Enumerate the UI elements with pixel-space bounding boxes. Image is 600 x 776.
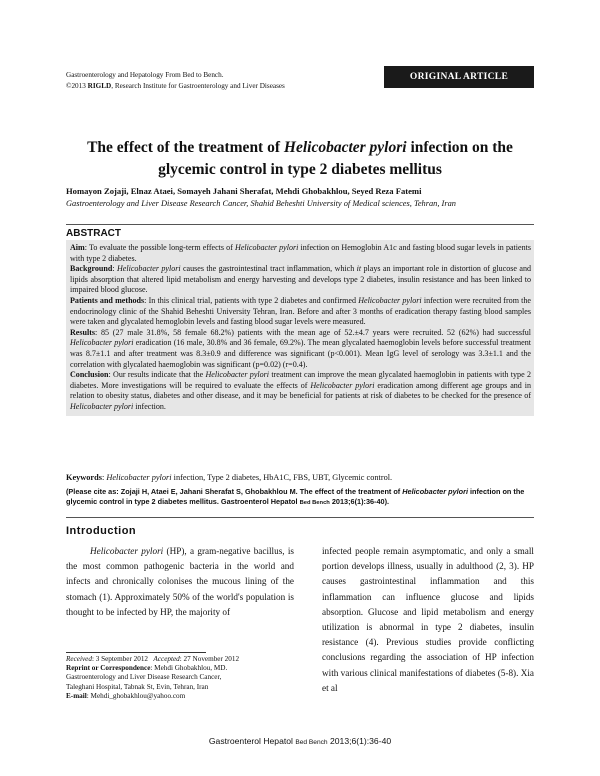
divider: [66, 224, 534, 225]
keywords: Keywords: Helicobacter pylori infection, Type 2 diabetes, HbA1C, FBS, UBT, Glycemic control.: [66, 473, 393, 482]
abstract-heading: ABSTRACT: [66, 228, 121, 239]
body-column-left: Helicobacter pylori (HP), a gram-negative bacillus, is the most common pathogenic bacteria in the world and infects and chronically colonises the mucous lining of the stomach (1). Approximately 50% of the world's population is thought to be infected by HP, the majority of: [66, 546, 294, 617]
abstract-results: Results: 85 (27 male 31.8%, 58 female 68.2%) patients with the mean age of 52.±4.7 years were recruited. 52 (62%) had successful Helicobacter pylori eradication (16 male, 30.8% and 36 female, 69.2%). The mean glycalated haemoglobin levels before successful treatment was 8.7±1.1 and after treatment was 8.3±0.9 and difference was significant (p<0.001). Mean IgG level of serology was 3.3±1.1 and the correlation with glycalated haemoglobin was significant (p=0.02) (r=0.4).: [70, 327, 531, 369]
body-column-right: infected people remain asymptomatic, and only a small portion develops illness, usually in adulthood (2, 3). HP causes gastrointestinal inflammation and this inflammation can influence glucose and lipids absorption. Glucose and lipid metabolism and energy utilization is abnormal in type 2 diabetes, insulin resistance (4). Previous studies provide conflicting conclusions regarding the association of HP infection with various clinical manifestations of diabetes (5-8). Xia et al: [322, 546, 534, 693]
abstract-conclusion: Conclusion: Our results indicate that the Helicobacter pylori treatment can improve the mean glycalated haemoglobin in patients with type 2 diabetes. More investigations will be required to evaluate the effects of Helicobacter pylori eradication among different age groups and in relation to obesity status, diabetes and other disease, and it may be beneficial for patients at risk of diabetes to be checked for the presence of Helicobacter pylori infection.: [70, 370, 532, 411]
affiliation: Gastroenterology and Liver Disease Research Cancer, Shahid Beheshti University of Medical sciences, Tehran, Iran: [66, 199, 456, 208]
footnote-address-1: Gastroenterology and Liver Disease Research Cancer,: [66, 673, 222, 682]
paper-title: The effect of the treatment of Helicobacter pylori infection on the glycemic control in type 2 diabetes mellitus: [87, 139, 513, 178]
abstract-box: [66, 240, 534, 416]
footnote-dates: Received: 3 September 2012 Accepted: 27 November 2012: [66, 655, 240, 663]
page-footer: Gastroenterol Hepatol Bed Bench 2013;6(1):36-40: [208, 736, 392, 746]
footnote: [66, 655, 296, 701]
abstract-methods: Patients and methods: In this clinical trial, patients with type 2 diabetes and confirmed Helicobacter pylori infection were recruited from the endocrinology clinic of the Shahid Beheshti University Tehran, Iran. Before and after 3 months of eradication therapy fasting blood samples were taken and glycalated hemoglobin levels and fasting blood sugar levels were measured.: [70, 295, 531, 327]
article-type-badge: ORIGINAL ARTICLE: [384, 66, 534, 88]
author-list: Homayon Zojaji, Elnaz Ataei, Somayeh Jahani Sherafat, Mehdi Ghobakhlou, Seyed Reza Fatemi: [66, 186, 422, 196]
footnote-correspondence: Reprint or Correspondence: Mehdi Ghobakhlou, MD.: [66, 664, 228, 673]
footnote-rule: [66, 652, 206, 653]
section-heading-introduction: Introduction: [66, 525, 137, 537]
citation: (Please cite as: Zojaji H, Ataei E, Jahani Sherafat S, Ghobakhlou M. The effect of the treatment of Helicobacter pylori infection on the glycemic control in type 2 diabetes mellitus. Gastroenterol Hepatol Bed Bench 2013;6(1):36-40).: [66, 487, 525, 506]
divider: [66, 517, 534, 518]
journal-header: [66, 70, 285, 92]
footnote-address-2: Taleghani Hospital, Tabnak St, Evin, Tehran, Iran: [66, 682, 209, 691]
abstract-aim: Aim: To evaluate the possible long-term effects of Helicobacter pylori infection on Hemoglobin A1c and fasting blood sugar levels in patients with type 2 diabetes.: [70, 243, 531, 263]
footnote-email: E-mail: Mehdi_ghobakhlou@yahoo.com: [66, 691, 186, 700]
journal-name: Gastroenterology and Hepatology From Bed to Bench.: [66, 71, 224, 79]
abstract-background: Background: Helicobacter pylori causes the gastrointestinal tract inflammation, which it plays an important role in distortion of glucose and lipids absorption that altered lipid metabolism and energy harvesting and develops type 2 diabetes, insulin resistance and has been linked to impaired blood glucose.: [70, 264, 532, 295]
copyright-line: ©2013 RIGLD, Research Institute for Gastroenterology and Liver Diseases: [66, 82, 285, 90]
